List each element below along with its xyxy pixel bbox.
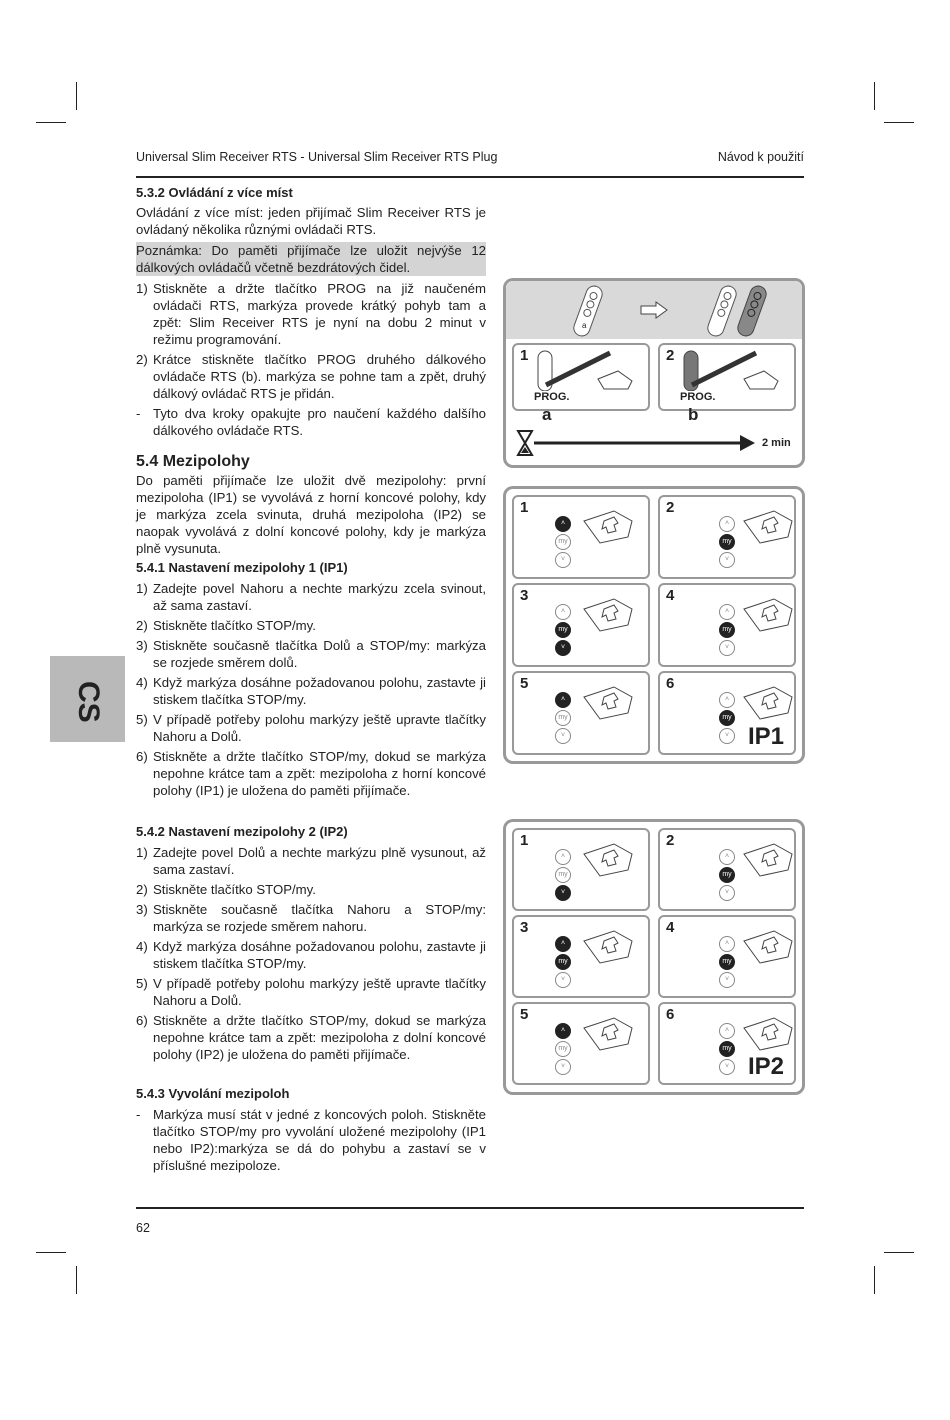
- list-item: [136, 617, 486, 634]
- list-item-number: 3): [136, 902, 148, 917]
- step-cell-4: [658, 583, 796, 667]
- list-item-number: 1): [136, 581, 148, 596]
- up-button-icon: ˄: [555, 849, 571, 865]
- step-cell-1: [512, 495, 650, 579]
- step-number: 6: [666, 1006, 675, 1023]
- section-532-note: Poznámka: Do paměti přijímače lze uložit nejvýše 12 dálkových ovládačů včetně bezdrátových čidel.: [136, 243, 486, 275]
- step-cell-6: [658, 671, 796, 755]
- list-item-text: Krátce stiskněte tlačítko PROG druhého dálkového ovládače RTS (b). markýza se pohne tam a zpět, druhý dálkový ovládač RTS je přidán.: [153, 352, 486, 401]
- language-tab: CS: [50, 656, 125, 742]
- awning-icon: [580, 683, 636, 723]
- step-number: 2: [666, 499, 675, 516]
- list-item-number: 5): [136, 712, 148, 727]
- up-button-icon: ˄: [555, 604, 571, 620]
- down-button-icon: ˅: [555, 640, 571, 656]
- down-button-icon: ˅: [719, 972, 735, 988]
- prog-remote-icon: [682, 349, 782, 391]
- list-item-text: Když markýza dosáhne požadovanou polohu, zastavte ji stiskem tlačítka STOP/my.: [153, 939, 486, 971]
- text-column: [136, 184, 486, 1177]
- up-button-icon: ˄: [719, 849, 735, 865]
- down-button-icon: ˅: [719, 1059, 735, 1075]
- list-item-number: 4): [136, 939, 148, 954]
- step-cell-2: [658, 495, 796, 579]
- remote-buttons: [718, 1022, 736, 1077]
- list-item: [136, 580, 486, 614]
- remote-a-label-small: a: [582, 321, 587, 330]
- up-button-icon: ˄: [555, 1023, 571, 1039]
- my-button-icon: my: [555, 710, 571, 726]
- crop-mark: [874, 82, 875, 110]
- timeline-arrow-icon: [534, 433, 756, 453]
- list-item-text: Stiskněte tlačítko STOP/my.: [153, 618, 316, 633]
- list-item: [136, 674, 486, 708]
- up-button-icon: ˄: [719, 1023, 735, 1039]
- list-item: [136, 711, 486, 745]
- list-item-text: Stiskněte a držte tlačítko STOP/my, dokud se markýza nepohne krátce tam a zpět: mezipoloha z horní koncové polohy (IP1) je uložena do paměti přijímače.: [153, 749, 486, 798]
- crop-mark: [884, 122, 914, 123]
- list-item-text: Zadejte povel Nahoru a nechte markýzu zcela svinout, až sama zastaví.: [153, 581, 486, 613]
- figure-ip2: [503, 819, 805, 1095]
- section-54-intro: Do paměti přijímače lze uložit dvě mezipolohy: první mezipoloha (IP1) se vyvolává z horní koncové polohy, kdy je markýza zcela svinuta, druhá mezipoloha (IP2) se naopak vyvolává z dolní koncové polohy, kdy je markýza plně vysunuta.: [136, 473, 486, 556]
- remote-buttons: [554, 603, 572, 658]
- section-543-list: [136, 1106, 486, 1174]
- list-item-text: Stiskněte současně tlačítka Nahoru a STOP/my: markýza se rozjede směrem nahoru.: [153, 902, 486, 934]
- my-button-icon: my: [555, 534, 571, 550]
- up-button-icon: ˄: [555, 516, 571, 532]
- list-item: [136, 881, 486, 898]
- step-cell-4: [658, 915, 796, 998]
- remote-buttons: [554, 515, 572, 570]
- list-item-text: Markýza musí stát v jedné z koncových poloh. Stiskněte tlačítko STOP/my pro vyvolání uložené mezipolohy (IP1 nebo IP2):markýza se dá do pohybu a zastaví se v příslušné mezipoloze.: [153, 1107, 486, 1173]
- awning-icon: [580, 840, 636, 880]
- my-button-icon: my: [719, 867, 735, 883]
- crop-mark: [76, 1266, 77, 1294]
- down-button-icon: ˅: [555, 552, 571, 568]
- list-item: [136, 748, 486, 799]
- down-button-icon: ˅: [555, 1059, 571, 1075]
- list-item-number: 2): [136, 618, 148, 633]
- up-button-icon: ˄: [555, 936, 571, 952]
- list-item-number: 5): [136, 976, 148, 991]
- remote-a-label: a: [542, 405, 552, 424]
- remote-buttons: [718, 515, 736, 570]
- step-cell-1: [512, 828, 650, 911]
- list-item-number: -: [136, 406, 141, 421]
- up-button-icon: ˄: [555, 692, 571, 708]
- step-cell-1: 1 PROG.: [512, 343, 650, 411]
- my-button-icon: my: [719, 710, 735, 726]
- up-button-icon: ˄: [719, 692, 735, 708]
- section-54-title: 5.4 Mezipolohy: [136, 453, 250, 470]
- step-cell-2: 2 PROG.: [658, 343, 796, 411]
- remote-buttons: [554, 848, 572, 903]
- up-button-icon: ˄: [719, 936, 735, 952]
- awning-icon: [580, 927, 636, 967]
- step-number: 2: [666, 832, 675, 849]
- remote-b-label: b: [688, 405, 699, 424]
- intermediate-position-label: IP2: [747, 1053, 784, 1080]
- crop-mark: [76, 82, 77, 110]
- arrow-right-icon: [640, 301, 668, 319]
- step-number: 3: [520, 919, 529, 936]
- my-button-icon: my: [555, 622, 571, 638]
- list-item: [136, 280, 486, 348]
- list-item: [136, 975, 486, 1009]
- list-item: [136, 405, 486, 439]
- awning-icon: [740, 683, 796, 723]
- down-button-icon: ˅: [719, 552, 735, 568]
- remote-buttons: [554, 691, 572, 746]
- list-item: [136, 901, 486, 935]
- down-button-icon: ˅: [719, 885, 735, 901]
- step-number: 6: [666, 675, 675, 692]
- list-item-text: Stiskněte současně tlačítka Dolů a STOP/my: markýza se rozjede směrem dolů.: [153, 638, 486, 670]
- list-item-number: 6): [136, 749, 148, 764]
- up-button-icon: ˄: [719, 516, 735, 532]
- step-number: 5: [520, 675, 529, 692]
- awning-icon: [740, 595, 796, 635]
- section-542-list: [136, 844, 486, 1063]
- prog-remote-icon: [536, 349, 636, 391]
- crop-mark: [36, 122, 66, 123]
- my-button-icon: my: [719, 534, 735, 550]
- header-title: Universal Slim Receiver RTS - Universal Slim Receiver RTS Plug: [136, 150, 498, 164]
- list-item: [136, 1106, 486, 1174]
- remote-buttons: [554, 935, 572, 990]
- down-button-icon: ˅: [719, 640, 735, 656]
- list-item-text: V případě potřeby polohu markýzy ještě upravte tlačítky Nahoru a Dolů.: [153, 976, 486, 1008]
- awning-icon: [580, 507, 636, 547]
- list-item-number: 4): [136, 675, 148, 690]
- time-label: 2 min: [762, 437, 791, 449]
- prog-label: PROG.: [534, 391, 570, 403]
- awning-icon: [580, 1014, 636, 1054]
- list-item-text: Stiskněte a držte tlačítko STOP/my, dokud se markýza nepohne krátce tam a zpět: mezipoloha z dolní koncové polohy (IP2) je uložena do paměti přijímače.: [153, 1013, 486, 1062]
- awning-icon: [740, 507, 796, 547]
- section-532-list: [136, 280, 486, 439]
- remote-buttons: [718, 848, 736, 903]
- step-number: 5: [520, 1006, 529, 1023]
- step-cell-3: [512, 915, 650, 998]
- list-item-text: Když markýza dosáhne požadovanou polohu, zastavte ji stiskem tlačítka STOP/my.: [153, 675, 486, 707]
- my-button-icon: my: [719, 954, 735, 970]
- header-doc-type: Návod k použití: [717, 150, 804, 164]
- list-item-text: Zadejte povel Dolů a nechte markýzu plně vysunout, až sama zastaví.: [153, 845, 486, 877]
- up-button-icon: ˄: [719, 604, 735, 620]
- list-item-number: 6): [136, 1013, 148, 1028]
- section-542-title: 5.4.2 Nastavení mezipolohy 2 (IP2): [136, 824, 348, 839]
- figure-ip1: [503, 486, 805, 764]
- remote-b-icon: [732, 283, 772, 339]
- crop-mark: [36, 1252, 66, 1253]
- prog-label: PROG.: [680, 391, 716, 403]
- list-item-number: -: [136, 1107, 141, 1122]
- down-button-icon: ˅: [555, 972, 571, 988]
- step-cell-5: [512, 1002, 650, 1085]
- step-number: 3: [520, 587, 529, 604]
- figure-multi-remote: [503, 278, 805, 468]
- list-item-number: 3): [136, 638, 148, 653]
- list-item-number: 2): [136, 352, 148, 367]
- list-item-text: V případě potřeby polohu markýzy ještě upravte tlačítky Nahoru a Dolů.: [153, 712, 486, 744]
- list-item: [136, 1012, 486, 1063]
- down-button-icon: ˅: [719, 728, 735, 744]
- section-543-title: 5.4.3 Vyvolání mezipoloh: [136, 1086, 290, 1101]
- page-number: 62: [136, 1221, 150, 1235]
- remote-buttons: [554, 1022, 572, 1077]
- list-item: [136, 637, 486, 671]
- my-button-icon: my: [555, 1041, 571, 1057]
- step-cell-5: [512, 671, 650, 755]
- section-532-intro: Ovládání z více míst: jeden přijímač Slim Receiver RTS je ovládaný několika různými ovládači RTS.: [136, 205, 486, 237]
- down-button-icon: ˅: [555, 728, 571, 744]
- awning-icon: [580, 595, 636, 635]
- section-541-list: [136, 580, 486, 799]
- awning-icon: [740, 840, 796, 880]
- my-button-icon: my: [555, 867, 571, 883]
- step-number: 4: [666, 587, 675, 604]
- step-number: 4: [666, 919, 675, 936]
- list-item: [136, 844, 486, 878]
- section-532-title: 5.3.2 Ovládání z více míst: [136, 185, 293, 200]
- awning-icon: [740, 927, 796, 967]
- crop-mark: [884, 1252, 914, 1253]
- list-item-number: 2): [136, 882, 148, 897]
- my-button-icon: my: [719, 1041, 735, 1057]
- my-button-icon: my: [555, 954, 571, 970]
- remote-buttons: [718, 691, 736, 746]
- step-cell-3: [512, 583, 650, 667]
- list-item-number: 1): [136, 845, 148, 860]
- step-cell-2: [658, 828, 796, 911]
- intermediate-position-label: IP1: [747, 723, 784, 750]
- crop-mark: [874, 1266, 875, 1294]
- list-item-text: Stiskněte a držte tlačítko PROG na již naučeném ovládači RTS, markýza provede krátký pohyb tam a zpět: Slim Receiver RTS je nyní na dobu 2 minut v režimu programování.: [153, 281, 486, 347]
- remote-a-icon: [568, 283, 608, 339]
- awning-icon: [740, 1014, 796, 1054]
- section-541-title: 5.4.1 Nastavení mezipolohy 1 (IP1): [136, 560, 348, 575]
- step-cell-6: [658, 1002, 796, 1085]
- footer-rule: [136, 1207, 804, 1209]
- hourglass-icon: [516, 429, 534, 457]
- list-item-number: 1): [136, 281, 148, 296]
- down-button-icon: ˅: [555, 885, 571, 901]
- list-item-text: Tyto dva kroky opakujte pro naučení každého dalšího dálkového ovládače RTS.: [153, 406, 486, 438]
- list-item: [136, 938, 486, 972]
- remote-buttons: [718, 935, 736, 990]
- remote-buttons: [718, 603, 736, 658]
- list-item-text: Stiskněte tlačítko STOP/my.: [153, 882, 316, 897]
- header-rule: [136, 176, 804, 178]
- step-number: 1: [520, 832, 529, 849]
- step-number: 1: [520, 499, 529, 516]
- list-item: [136, 351, 486, 402]
- my-button-icon: my: [719, 622, 735, 638]
